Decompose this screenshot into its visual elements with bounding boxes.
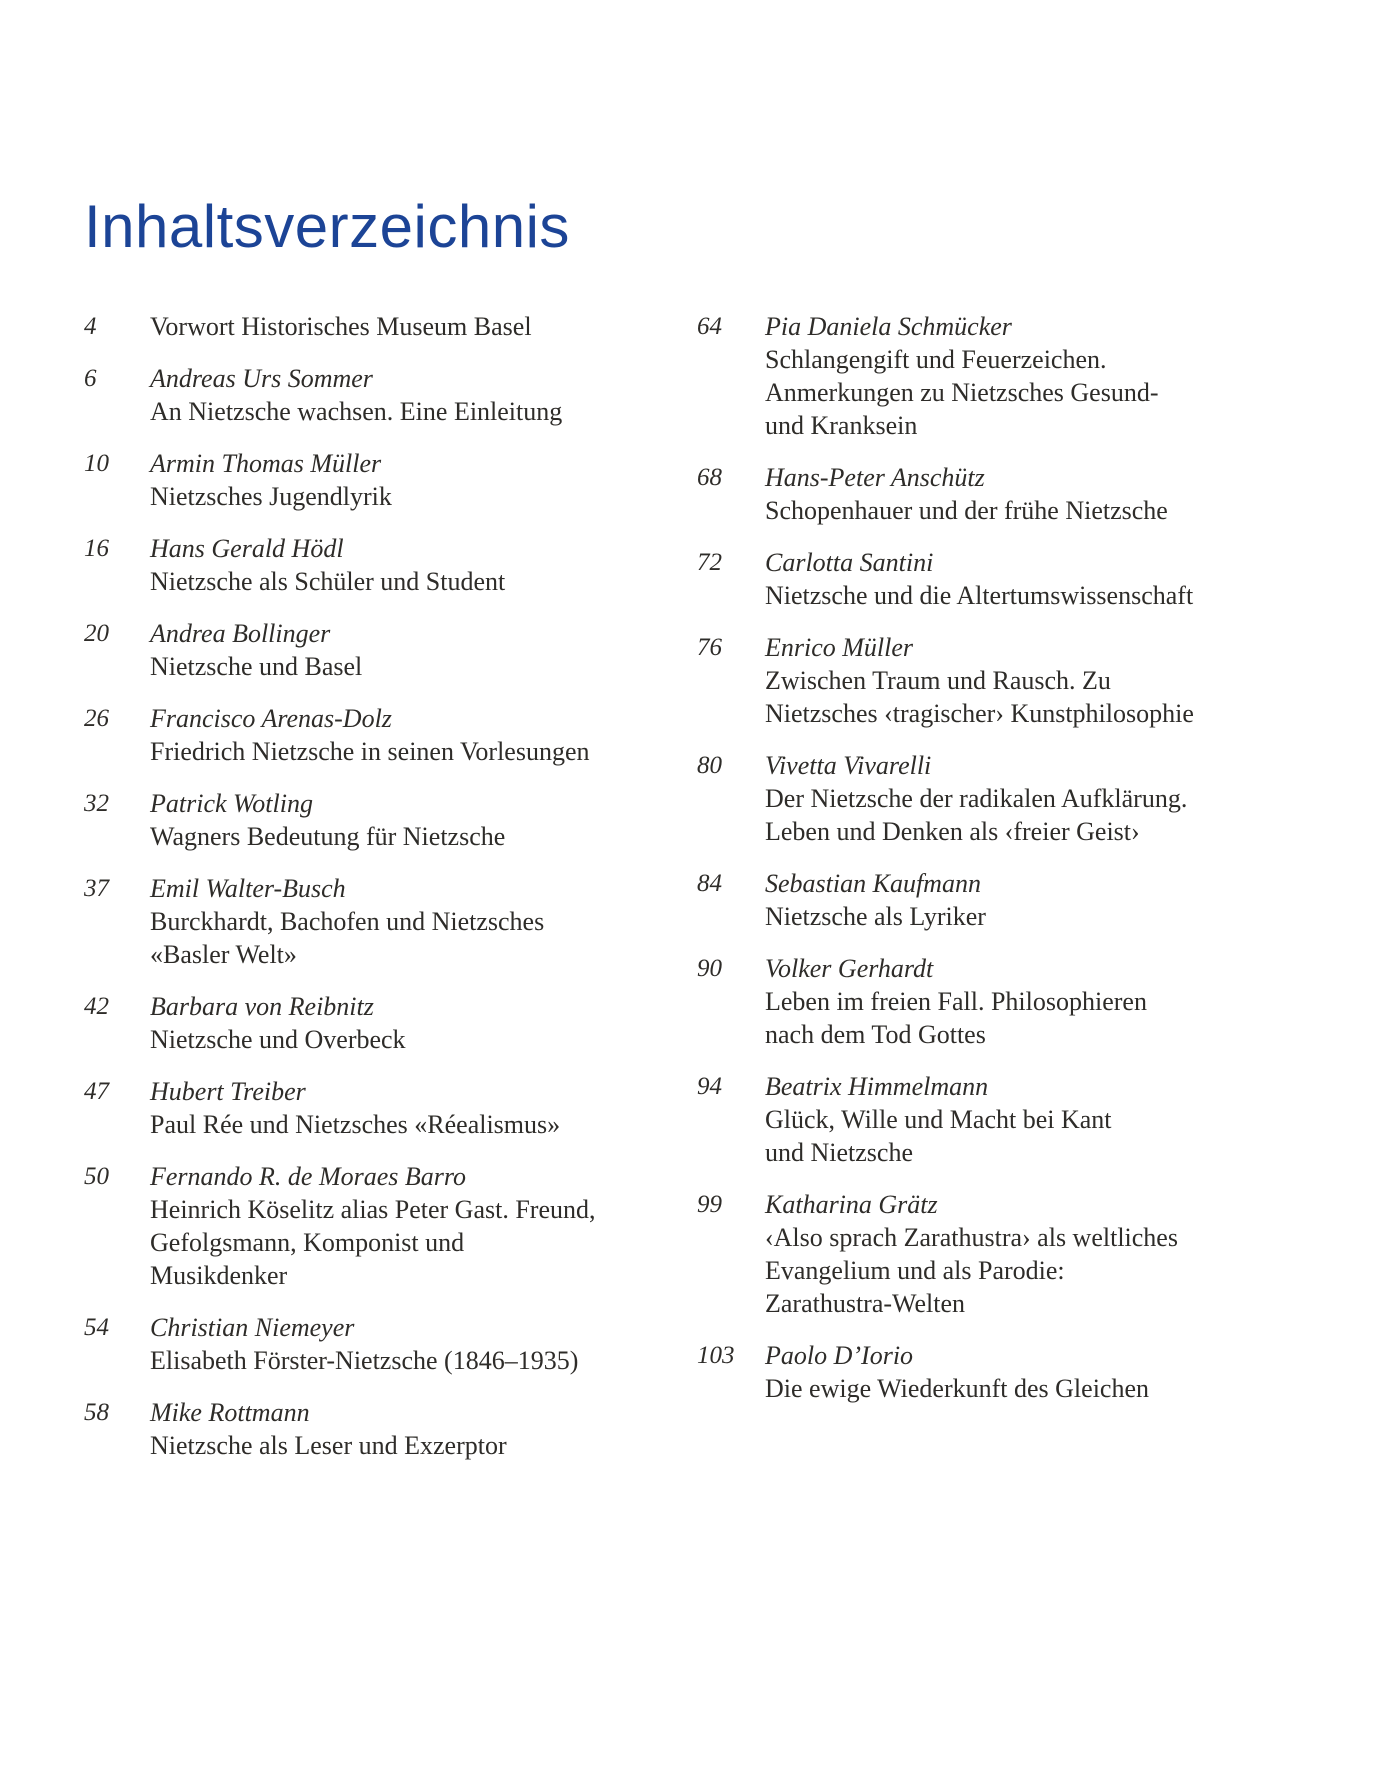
- toc-author: Vivetta Vivarelli: [765, 751, 932, 780]
- toc-author: Patrick Wotling: [150, 789, 313, 818]
- toc-title-line: Friedrich Nietzsche in seinen Vorlesungen: [150, 737, 590, 766]
- toc-page-number: 94: [697, 1073, 722, 1100]
- toc-page-number: 58: [84, 1399, 109, 1426]
- toc-title-line: Paul Rée und Nietzsches «Réealismus»: [150, 1110, 561, 1139]
- toc-entry-body: [150, 1311, 697, 1377]
- toc-entry-body: [765, 952, 1360, 1051]
- toc-author: Andreas Urs Sommer: [150, 364, 373, 393]
- toc-author: Armin Thomas Müller: [150, 449, 382, 478]
- toc-page-number: 80: [697, 752, 722, 779]
- toc-title-line: Der Nietzsche der radikalen Aufklärung.: [765, 784, 1188, 813]
- toc-page-number: 4: [84, 313, 97, 340]
- toc-entry: [84, 1160, 697, 1292]
- toc-entry: [697, 461, 1360, 527]
- toc-entry: [84, 1311, 697, 1377]
- toc-page-number: 6: [84, 365, 97, 392]
- toc-page-number: 103: [697, 1342, 735, 1369]
- toc-title-line: Schlangengift und Feuerzeichen.: [765, 345, 1107, 374]
- toc-page-number: 54: [84, 1314, 109, 1341]
- toc-title-line: Die ewige Wiederkunft des Gleichen: [765, 1374, 1149, 1403]
- toc-entry-body: [765, 631, 1360, 730]
- toc-title-line: Musikdenker: [150, 1261, 288, 1290]
- toc-entry-body: [765, 1188, 1360, 1320]
- toc-title-line: Heinrich Köselitz alias Peter Gast. Freund,: [150, 1195, 596, 1224]
- toc-page-number: 10: [84, 450, 109, 477]
- toc-page-number: 32: [84, 790, 109, 817]
- toc-entry-body: [150, 702, 697, 768]
- toc-entry-body: [150, 532, 697, 598]
- toc-title-line: Elisabeth Förster-Nietzsche (1846–1935): [150, 1346, 579, 1375]
- toc-title-line: ‹Also sprach Zarathustra› als weltliches: [765, 1223, 1178, 1252]
- toc-title-line: Evangelium und als Parodie:: [765, 1256, 1065, 1285]
- toc-entry-body: [150, 1075, 697, 1141]
- toc-page-number: 47: [84, 1078, 109, 1105]
- toc-title-line: Nietzsche und die Altertumswissenschaft: [765, 581, 1194, 610]
- toc-entry-body: [765, 867, 1360, 933]
- toc-entry: [84, 702, 697, 768]
- toc-title-line: Nietzsche als Lyriker: [765, 902, 986, 931]
- toc-entry: [84, 617, 697, 683]
- toc-title-line: Vorwort Historisches Museum Basel: [150, 312, 532, 341]
- toc-entry: [84, 447, 697, 513]
- toc-title-line: und Nietzsche: [765, 1138, 914, 1167]
- toc-entry: [697, 310, 1360, 442]
- toc-page-number: 99: [697, 1191, 722, 1218]
- toc-page-number: 90: [697, 955, 722, 982]
- toc-title-line: Nietzsches Jugendlyrik: [150, 482, 392, 511]
- toc-entry: [697, 867, 1360, 933]
- toc-author: Hubert Treiber: [150, 1077, 306, 1106]
- toc-entry-body: [765, 546, 1360, 612]
- toc-entry-body: [150, 362, 697, 428]
- toc-entry: [84, 362, 697, 428]
- toc-author: Barbara von Reibnitz: [150, 992, 374, 1021]
- toc-author: Pia Daniela Schmücker: [765, 312, 1012, 341]
- toc-entry: [84, 1075, 697, 1141]
- toc-title-line: Leben im freien Fall. Philosophieren: [765, 987, 1147, 1016]
- toc-entry: [84, 532, 697, 598]
- toc-entry-body: [150, 447, 697, 513]
- toc-author: Mike Rottmann: [150, 1398, 310, 1427]
- toc-author: Enrico Müller: [765, 633, 914, 662]
- toc-entry: [84, 310, 697, 343]
- toc-title-line: Nietzsche und Basel: [150, 652, 363, 681]
- toc-title-line: nach dem Tod Gottes: [765, 1020, 986, 1049]
- toc-author: Katharina Grätz: [765, 1190, 938, 1219]
- page-title: Inhaltsverzeichnis: [84, 193, 570, 260]
- toc-author: Christian Niemeyer: [150, 1313, 355, 1342]
- toc-page-number: 76: [697, 634, 722, 661]
- toc-entry-body: [765, 310, 1360, 442]
- toc-author: Carlotta Santini: [765, 548, 934, 577]
- toc-page-number: 20: [84, 620, 109, 647]
- toc-title-line: Nietzsche als Leser und Exzerptor: [150, 1431, 507, 1460]
- toc-column-left: [84, 310, 697, 1462]
- toc-entry-body: [150, 1396, 697, 1462]
- toc-title-line: Nietzsche als Schüler und Student: [150, 567, 506, 596]
- toc-title-line: Nietzsches ‹tragischer› Kunstphilosophie: [765, 699, 1194, 728]
- toc-entry: [84, 1396, 697, 1462]
- toc-page-number: 42: [84, 993, 109, 1020]
- toc-title-line: Wagners Bedeutung für Nietzsche: [150, 822, 506, 851]
- toc-entry-body: [150, 872, 697, 971]
- toc-author: Francisco Arenas-Dolz: [150, 704, 392, 733]
- toc-author: Beatrix Himmelmann: [765, 1072, 989, 1101]
- toc-title-line: Anmerkungen zu Nietzsches Gesund-: [765, 378, 1159, 407]
- toc-entry-body: [150, 617, 697, 683]
- toc-author: Hans-Peter Anschütz: [765, 463, 985, 492]
- toc-entry: [697, 1070, 1360, 1169]
- toc-page-number: 50: [84, 1163, 109, 1190]
- toc-title-line: «Basler Welt»: [150, 940, 297, 969]
- toc-entry-body: [150, 787, 697, 853]
- toc-entry-body: [150, 990, 697, 1056]
- toc-entry: [697, 631, 1360, 730]
- toc-entry: [697, 952, 1360, 1051]
- toc-entry: [697, 1339, 1360, 1405]
- toc-page-number: 37: [84, 875, 109, 902]
- toc-page-number: 68: [697, 464, 722, 491]
- toc-page-number: 64: [697, 313, 722, 340]
- toc-title-line: und Kranksein: [765, 411, 918, 440]
- toc-entry-body: [765, 461, 1360, 527]
- toc-column-right: [697, 310, 1360, 1405]
- toc-author: Emil Walter-Busch: [150, 874, 346, 903]
- toc-title-line: Schopenhauer und der frühe Nietzsche: [765, 496, 1168, 525]
- toc-page-number: 84: [697, 870, 722, 897]
- toc-entry-body: [150, 310, 697, 343]
- toc-entry-body: [765, 749, 1360, 848]
- toc-entry-body: [765, 1339, 1360, 1405]
- toc-entry: [84, 787, 697, 853]
- table-of-contents: [84, 310, 1360, 1462]
- toc-author: Sebastian Kaufmann: [765, 869, 981, 898]
- toc-entry-body: [150, 1160, 697, 1292]
- toc-author: Hans Gerald Hödl: [150, 534, 344, 563]
- toc-entry-body: [765, 1070, 1360, 1169]
- toc-title-line: Gefolgsmann, Komponist und: [150, 1228, 465, 1257]
- toc-entry: [84, 990, 697, 1056]
- toc-entry: [697, 1188, 1360, 1320]
- toc-title-line: Glück, Wille und Macht bei Kant: [765, 1105, 1112, 1134]
- toc-author: Volker Gerhardt: [765, 954, 934, 983]
- toc-title-line: Leben und Denken als ‹freier Geist›: [765, 817, 1140, 846]
- toc-title-line: Nietzsche und Overbeck: [150, 1025, 406, 1054]
- toc-title-line: Zwischen Traum und Rausch. Zu: [765, 666, 1111, 695]
- toc-title-line: Zarathustra-Welten: [765, 1289, 966, 1318]
- toc-entry: [697, 546, 1360, 612]
- toc-title-line: An Nietzsche wachsen. Eine Einleitung: [150, 397, 563, 426]
- toc-page-number: 72: [697, 549, 722, 576]
- toc-page-number: 16: [84, 535, 109, 562]
- toc-page-number: 26: [84, 705, 109, 732]
- toc-author: Fernando R. de Moraes Barro: [150, 1162, 467, 1191]
- toc-entry: [84, 872, 697, 971]
- toc-entry: [697, 749, 1360, 848]
- toc-title-line: Burckhardt, Bachofen und Nietzsches: [150, 907, 545, 936]
- toc-author: Andrea Bollinger: [150, 619, 331, 648]
- toc-author: Paolo D’Iorio: [765, 1341, 914, 1370]
